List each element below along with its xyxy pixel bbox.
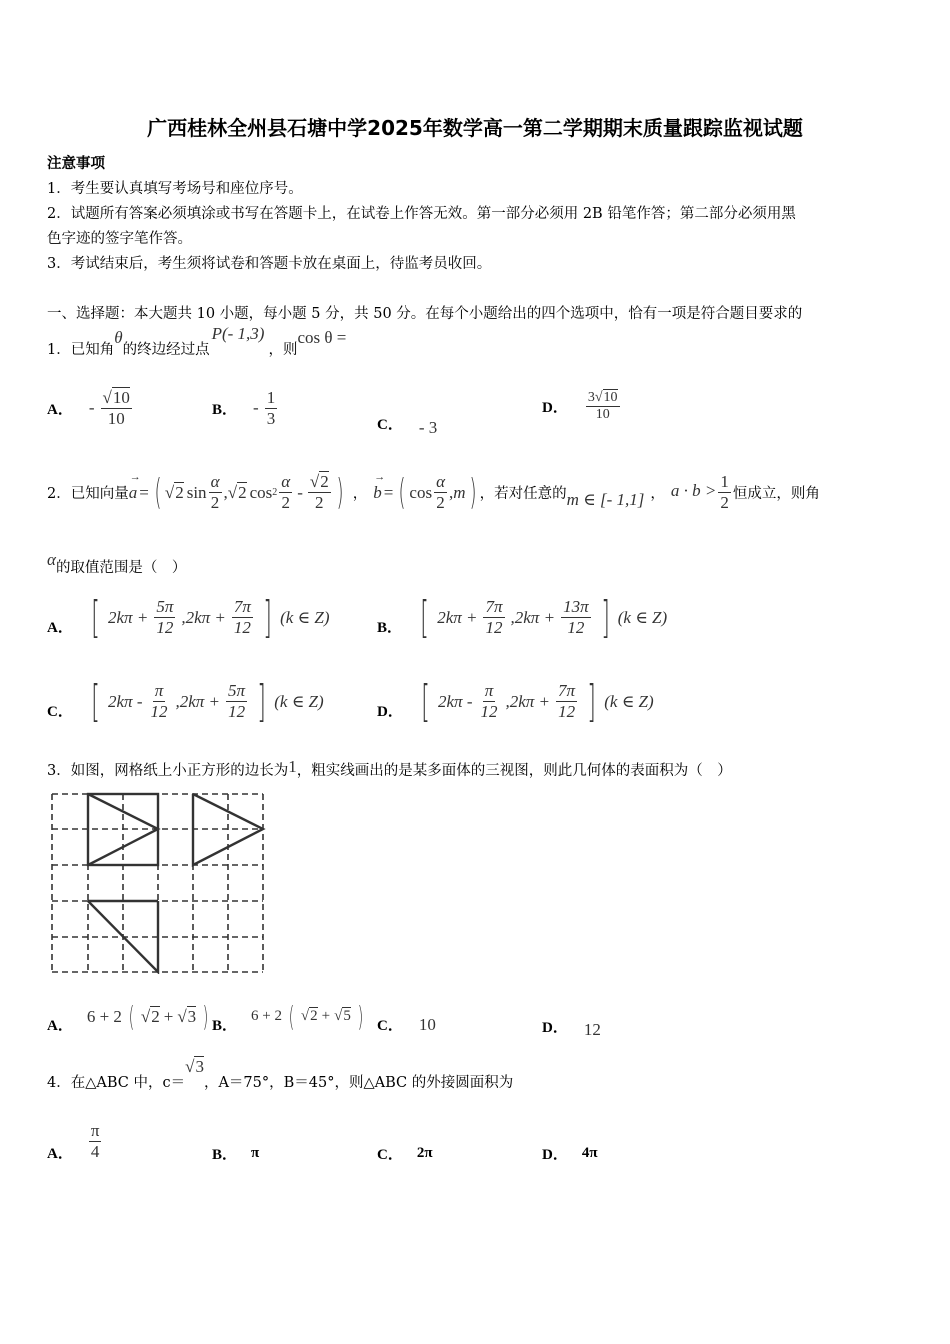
numerator: π	[90, 1121, 100, 1141]
coefficient: 3	[587, 390, 595, 405]
option-d[interactable]	[542, 390, 622, 423]
vector-a: → a	[128, 470, 141, 502]
numerator: α	[210, 472, 220, 492]
vector-a-components: √ 2 sin $\frac{\alpha}{2}$ ,√ 2 cos 2 $\frac{\alpha}{2}$ - $\frac{√2}{2}$	[164, 472, 329, 512]
question-text: ，若对任意的	[479, 486, 567, 502]
exponent: 2	[272, 487, 278, 498]
expr: 6 + 2	[251, 1008, 282, 1024]
option-c[interactable]	[377, 1143, 433, 1164]
question-text: 已知向量	[70, 486, 129, 502]
expr: ,2kπ +	[510, 607, 556, 627]
domain-note: (k ∈ Z)	[617, 607, 668, 627]
domain-note: (k ∈ Z)	[280, 607, 330, 627]
option-value: 12	[583, 1020, 601, 1039]
fraction	[718, 472, 731, 512]
option-label: B．	[212, 1018, 238, 1034]
denominator: 12	[480, 702, 498, 721]
expr: 2kπ +	[437, 607, 478, 627]
expr: 6 + 2	[86, 1006, 122, 1026]
denominator: 2	[436, 493, 445, 512]
question-text: ，A＝75°，B＝45°，则△ABC 的外接圆面积为	[203, 1075, 514, 1091]
question-text: 的取值范围是（ ）	[55, 560, 187, 576]
question-3	[47, 759, 732, 780]
option-value: - 3	[418, 418, 438, 437]
option-b[interactable]: B． [ 2kπ + $\frac{7\pi}{12}$ ,2kπ + $\frac{13\pi}{12}$ ] (k ∈ Z)	[377, 592, 668, 643]
denominator: 12	[156, 618, 174, 637]
numerator: π	[154, 681, 164, 701]
numerator: 5π	[156, 597, 174, 617]
question-number: 1．	[47, 342, 71, 358]
domain-note: (k ∈ Z)	[274, 691, 324, 711]
notice-item: 3．考试结束后，考生须将试卷和答题卡放在桌面上，待监考员收回。	[47, 256, 492, 272]
fraction: $\frac{3√10}{10}$	[587, 390, 618, 423]
vector-name: a	[128, 482, 138, 502]
option-a[interactable]	[47, 1120, 103, 1163]
numerator: 7π	[233, 597, 251, 617]
radicand: 2	[310, 1008, 318, 1024]
expr: ,2kπ +	[175, 691, 221, 711]
option-a[interactable]: A． 6 + 2 ( √2 + √3 )	[47, 1000, 209, 1034]
option-label: A．	[47, 620, 73, 636]
option-c[interactable]	[377, 1014, 436, 1035]
math-point: P(- 1,3)	[211, 324, 265, 343]
numerator: α	[436, 472, 446, 492]
denominator: 2	[720, 493, 729, 512]
math-ineq: a · b >	[670, 480, 717, 500]
denominator: 12	[233, 618, 251, 637]
option-value: π	[251, 1145, 260, 1161]
fraction	[89, 1121, 102, 1161]
fraction: $\frac{√10}{10}$	[102, 388, 130, 428]
solid-views	[88, 794, 263, 972]
numerator: 7π	[485, 597, 503, 617]
expr: 2kπ -	[438, 691, 473, 711]
plus-sign: +	[321, 1008, 331, 1024]
question-2-cont	[47, 550, 187, 577]
question-1	[47, 324, 347, 359]
plus-sign: +	[163, 1006, 174, 1026]
numerator: 5π	[228, 681, 246, 701]
radicand: 10	[112, 388, 130, 407]
option-d[interactable]: D． [ 2kπ - $\frac{\pi}{12}$ ,2kπ + $\frac{7\pi}{12}$ ] (k ∈ Z)	[377, 676, 654, 727]
numerator: 1	[266, 388, 276, 407]
option-d[interactable]	[542, 1143, 598, 1164]
notice-item: 1．考生要认真填写考场号和座位序号。	[47, 181, 303, 197]
question-text: 的终边经过点	[122, 342, 210, 358]
option-label: A．	[47, 1146, 73, 1162]
question-text: 已知角	[70, 342, 115, 358]
denominator: 2	[210, 493, 220, 512]
numerator: 1	[720, 472, 729, 492]
denominator: 12	[558, 702, 576, 721]
option-label: D．	[542, 1147, 568, 1163]
option-d[interactable]	[542, 1012, 601, 1040]
expr: 2kπ +	[108, 607, 149, 627]
question-4	[47, 1057, 514, 1092]
fraction	[265, 388, 278, 428]
expr: ,2kπ +	[181, 607, 226, 627]
option-value: 4π	[581, 1145, 598, 1161]
expr: 2kπ -	[108, 691, 143, 711]
func-name: sin	[186, 482, 207, 502]
option-label: D．	[542, 1019, 568, 1036]
vector-b-components: cos $\frac{\alpha}{2}$ , m	[409, 472, 466, 512]
option-label: C．	[47, 704, 73, 720]
question-number: 3．	[47, 763, 71, 779]
option-label: C．	[377, 1018, 403, 1034]
denominator: 2	[281, 493, 290, 512]
option-label: B．	[212, 1147, 238, 1163]
radicand: 5	[343, 1008, 351, 1024]
denominator: 2	[315, 493, 324, 512]
vector-b: → b	[373, 470, 386, 502]
math-one: 1	[288, 757, 297, 776]
denominator: 3	[266, 408, 276, 428]
option-b[interactable]	[212, 1143, 259, 1164]
vector-name: b	[373, 482, 382, 502]
question-number: 4．	[47, 1075, 71, 1091]
numerator: 13π	[563, 597, 589, 617]
denominator: 12	[150, 702, 168, 721]
three-view-figure	[50, 792, 266, 974]
numerator: π	[484, 681, 494, 701]
radicand: 2	[151, 1006, 160, 1026]
minus-sign: -	[88, 398, 95, 418]
option-label: C．	[377, 416, 403, 433]
domain-note: (k ∈ Z)	[604, 691, 654, 711]
option-a[interactable]	[47, 388, 134, 428]
question-number: 2．	[47, 486, 71, 502]
radicand: 2	[238, 483, 247, 502]
denominator: 12	[567, 618, 585, 637]
question-2: 2． 已知向量 → a = ( √ 2 sin $\frac{\alpha}{2}$ ,√ 2 cos 2 $\frac{\alpha}{2}$ - $\frac{√2}{2}$ ) ， → b = ( cos $\frac{\alpha}{2}$ , m ) ，若对任意的 m ∈ [- 1,1] ， a · b > $\frac{1}{2}$ 恒成立，则角	[47, 470, 820, 513]
math-expr: cos θ =	[297, 328, 347, 347]
denominator: 12	[485, 618, 503, 637]
option-label: B．	[212, 401, 238, 418]
option-label: A．	[47, 401, 73, 418]
option-label: D．	[377, 704, 403, 720]
option-c[interactable]: C． [ 2kπ - $\frac{\pi}{12}$ ,2kπ + $\frac{5\pi}{12}$ ] (k ∈ Z)	[47, 676, 324, 727]
denominator: 4	[90, 1142, 100, 1161]
radicand: 3	[187, 1006, 197, 1026]
option-a[interactable]: A． [ 2kπ + $\frac{5\pi}{12}$ ,2kπ + $\frac{7\pi}{12}$ ] (k ∈ Z)	[47, 592, 330, 643]
option-b[interactable]	[212, 388, 279, 428]
radicand: 2	[320, 472, 329, 492]
page-title: 广西桂林全州县石塘中学2025年数学高一第二学期期末质量跟踪监视试题	[147, 116, 803, 140]
question-text: 如图，网格纸上小正方形的边长为	[70, 763, 289, 779]
func-name: cos	[249, 482, 273, 502]
radicand: 2	[175, 483, 184, 502]
notice-item: 色字迹的签字笔作答。	[47, 231, 192, 247]
option-b[interactable]: B． 6 + 2 ( √2 + √5 )	[212, 1000, 364, 1034]
math-theta: θ	[114, 328, 123, 347]
question-text: 在△ABC 中，c＝	[70, 1075, 186, 1091]
radicand: 3	[195, 1057, 204, 1076]
math-m: m	[453, 482, 466, 502]
option-label: D．	[542, 400, 568, 417]
section-heading: 一、选择题：本大题共 10 小题，每小题 5 分，共 50 分。在每个小题给出的四个选项中，恰有一项是符合题目要求的	[47, 306, 803, 322]
denominator: 10	[595, 407, 610, 423]
question-text: ，则	[268, 342, 298, 358]
numerator: α	[281, 472, 291, 492]
denominator: 12	[228, 702, 246, 721]
question-text: ，粗实线画出的是某多面体的三视图，则此几何体的表面积为（ ）	[296, 763, 732, 779]
option-c[interactable]	[377, 408, 437, 438]
denominator: 10	[107, 408, 125, 428]
math-range: m ∈ [- 1,1]	[566, 489, 645, 509]
option-value: 10	[418, 1014, 436, 1034]
option-label: C．	[377, 1147, 403, 1163]
notice-item: 2．试题所有答案必须填涂或书写在答题卡上，在试卷上作答无效。第一部分必须用 2B 铅笔作答；第二部分必须用黑	[47, 206, 796, 222]
minus-sign: -	[253, 398, 259, 418]
question-text: 恒成立，则角	[732, 486, 820, 502]
notice-heading: 注意事项	[47, 155, 105, 172]
math-sqrt: √3	[185, 1057, 204, 1076]
math-alpha: α	[47, 550, 56, 569]
option-value: 2π	[416, 1145, 433, 1161]
numerator: 7π	[558, 681, 576, 701]
option-label: A．	[47, 1018, 73, 1034]
option-label: B．	[377, 620, 403, 636]
radicand: 10	[603, 390, 618, 405]
func-name: cos	[409, 482, 433, 502]
expr: ,2kπ +	[505, 691, 551, 711]
